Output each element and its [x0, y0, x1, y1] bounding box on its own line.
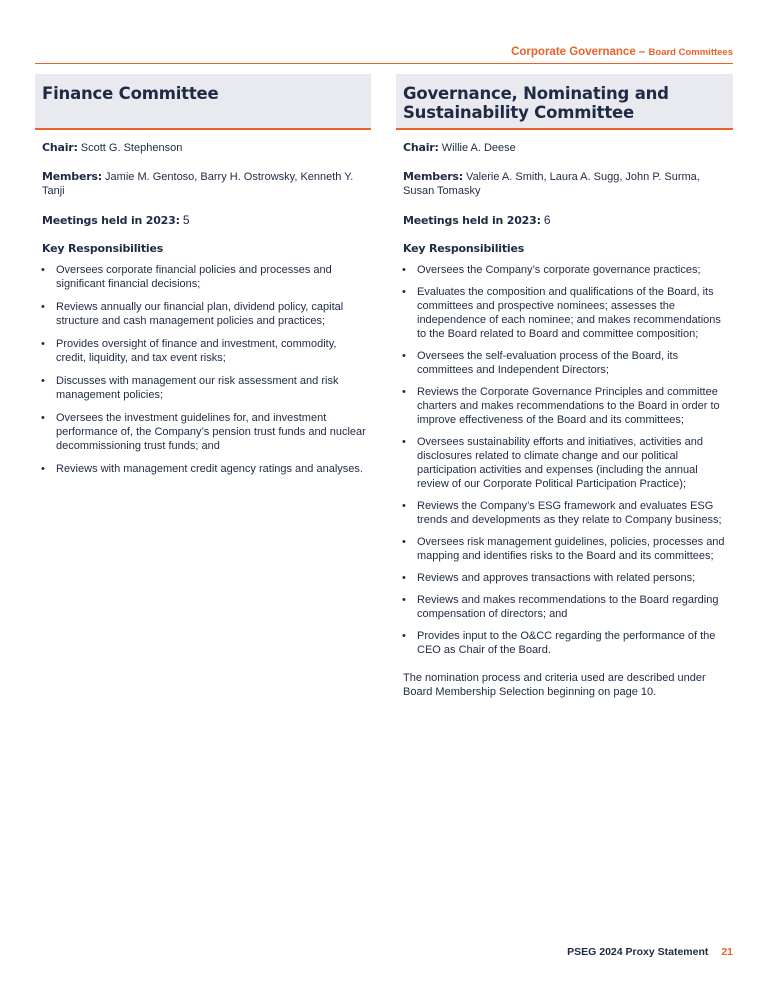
list-item-text: Reviews and makes recommendations to the Board regarding compensation of directors; and — [417, 594, 719, 620]
list-item-text: Oversees sustainability efforts and initiatives, activities and disclosures related to climate change and our political participation activities and expenses (including the annual review of our Corporate Political Participation Practice); — [417, 436, 703, 490]
list-item-text: Oversees the Company’s corporate governance practices; — [417, 264, 701, 276]
list-item-text: Reviews annually our financial plan, dividend policy, capital structure and cash management policies and practices; — [56, 301, 344, 327]
finance-responsibilities-title: Key Responsibilities — [42, 242, 164, 255]
list-item — [35, 374, 367, 402]
list-item — [396, 571, 729, 585]
meetings-label: Meetings held in 2023: — [403, 214, 541, 227]
running-header — [511, 46, 733, 58]
finance-members — [42, 170, 364, 198]
title-line-1: Governance, Nominating and — [403, 84, 669, 103]
list-item — [396, 385, 729, 427]
finance-chair — [42, 141, 364, 155]
bullet-icon: • — [402, 264, 406, 276]
bullet-icon: • — [402, 436, 406, 448]
finance-responsibilities-list — [35, 263, 371, 476]
finance-committee-column — [35, 74, 371, 485]
governance-chair — [403, 141, 726, 155]
list-item-text: Oversees corporate financial policies and processes and significant financial decisions; — [56, 264, 332, 290]
bullet-icon: • — [402, 500, 406, 512]
bullet-icon: • — [402, 350, 406, 362]
list-item-text: Reviews and approves transactions with related persons; — [417, 572, 696, 584]
list-item — [396, 593, 729, 621]
bullet-icon: • — [41, 301, 45, 313]
meetings-count: 5 — [182, 213, 190, 227]
bullet-icon: • — [41, 463, 45, 475]
bullet-icon: • — [402, 594, 406, 606]
meetings-count: 6 — [543, 213, 551, 227]
list-item-text: Provides oversight of finance and investment, commodity, credit, liquidity, and tax event risks; — [56, 338, 337, 364]
bullet-icon: • — [41, 412, 45, 424]
list-item-text: Oversees the investment guidelines for, and investment performance of, the Company’s pension trust funds and nuclear decommissioning trust funds; and — [56, 412, 366, 452]
list-item-text: Reviews the Corporate Governance Principles and committee charters and makes recommendations to the Board in order to improve effectiveness of the Board and its committees; — [417, 386, 720, 426]
members-names: Valerie A. Smith, Laura A. Sugg, John P. Surma, Susan Tomasky — [403, 171, 700, 197]
bullet-icon: • — [41, 338, 45, 350]
title-line-2: Sustainability Committee — [403, 103, 635, 122]
list-item — [35, 462, 367, 476]
nomination-note: The nomination process and criteria used are described under Board Membership Selection beginning on page 10. — [403, 672, 706, 698]
list-item-text: Oversees the self-evaluation process of the Board, its committees and Independent Directors; — [417, 350, 679, 376]
governance-meetings — [403, 213, 726, 228]
members-label: Members: — [42, 170, 102, 183]
bullet-icon: • — [402, 572, 406, 584]
chair-name: Willie A. Deese — [441, 142, 516, 154]
list-item — [396, 263, 729, 277]
governance-responsibilities-list — [396, 263, 733, 657]
list-item-text: Reviews with management credit agency ratings and analyses. — [56, 463, 363, 475]
chair-name: Scott G. Stephenson — [80, 142, 183, 154]
governance-responsibilities-title: Key Responsibilities — [403, 242, 525, 255]
list-item — [396, 349, 729, 377]
finance-title-box — [35, 74, 371, 130]
list-item — [396, 285, 729, 341]
finance-committee-title: Finance Committee — [42, 84, 219, 103]
bullet-icon: • — [41, 264, 45, 276]
members-label: Members: — [403, 170, 463, 183]
members-names: Jamie M. Gentoso, Barry H. Ostrowsky, Kenneth Y. Tanji — [42, 171, 354, 197]
list-item-text: Discusses with management our risk assessment and risk management policies; — [56, 375, 339, 401]
list-item — [396, 499, 729, 527]
page-number: 21 — [721, 946, 733, 958]
list-item — [396, 535, 729, 563]
header-section: Corporate Governance — [511, 46, 636, 58]
bullet-icon: • — [402, 630, 406, 642]
meetings-label: Meetings held in 2023: — [42, 214, 180, 227]
list-item-text: Provides input to the O&CC regarding the performance of the CEO as Chair of the Board. — [417, 630, 716, 656]
bullet-icon: • — [402, 536, 406, 548]
governance-committee-column — [396, 74, 733, 699]
list-item — [35, 411, 367, 453]
list-item-text: Evaluates the composition and qualifications of the Board, its committees and prospective nominees; assesses the independence of each nominee; and makes recommendations to the Board related to Board and committee composition; — [417, 286, 721, 340]
list-item — [35, 337, 367, 365]
header-divider — [35, 63, 733, 64]
governance-committee-title — [403, 84, 726, 122]
bullet-icon: • — [402, 286, 406, 298]
list-item — [35, 300, 367, 328]
chair-label: Chair: — [403, 141, 439, 154]
bullet-icon: • — [41, 375, 45, 387]
list-item — [396, 629, 729, 657]
page-footer — [567, 946, 733, 958]
list-item — [396, 435, 729, 491]
header-subsection: Board Committees — [648, 47, 733, 58]
finance-meetings — [42, 213, 364, 228]
footer-doc-title: PSEG 2024 Proxy Statement — [567, 946, 709, 958]
bullet-icon: • — [402, 386, 406, 398]
header-dash: – — [638, 46, 646, 58]
governance-title-box — [396, 74, 733, 130]
list-item — [35, 263, 367, 291]
list-item-text: Reviews the Company’s ESG framework and evaluates ESG trends and developments as they relate to Company business; — [417, 500, 722, 526]
list-item-text: Oversees risk management guidelines, policies, processes and mapping and identifies risks to the Board and its committees; — [417, 536, 725, 562]
chair-label: Chair: — [42, 141, 78, 154]
governance-members — [403, 170, 726, 198]
